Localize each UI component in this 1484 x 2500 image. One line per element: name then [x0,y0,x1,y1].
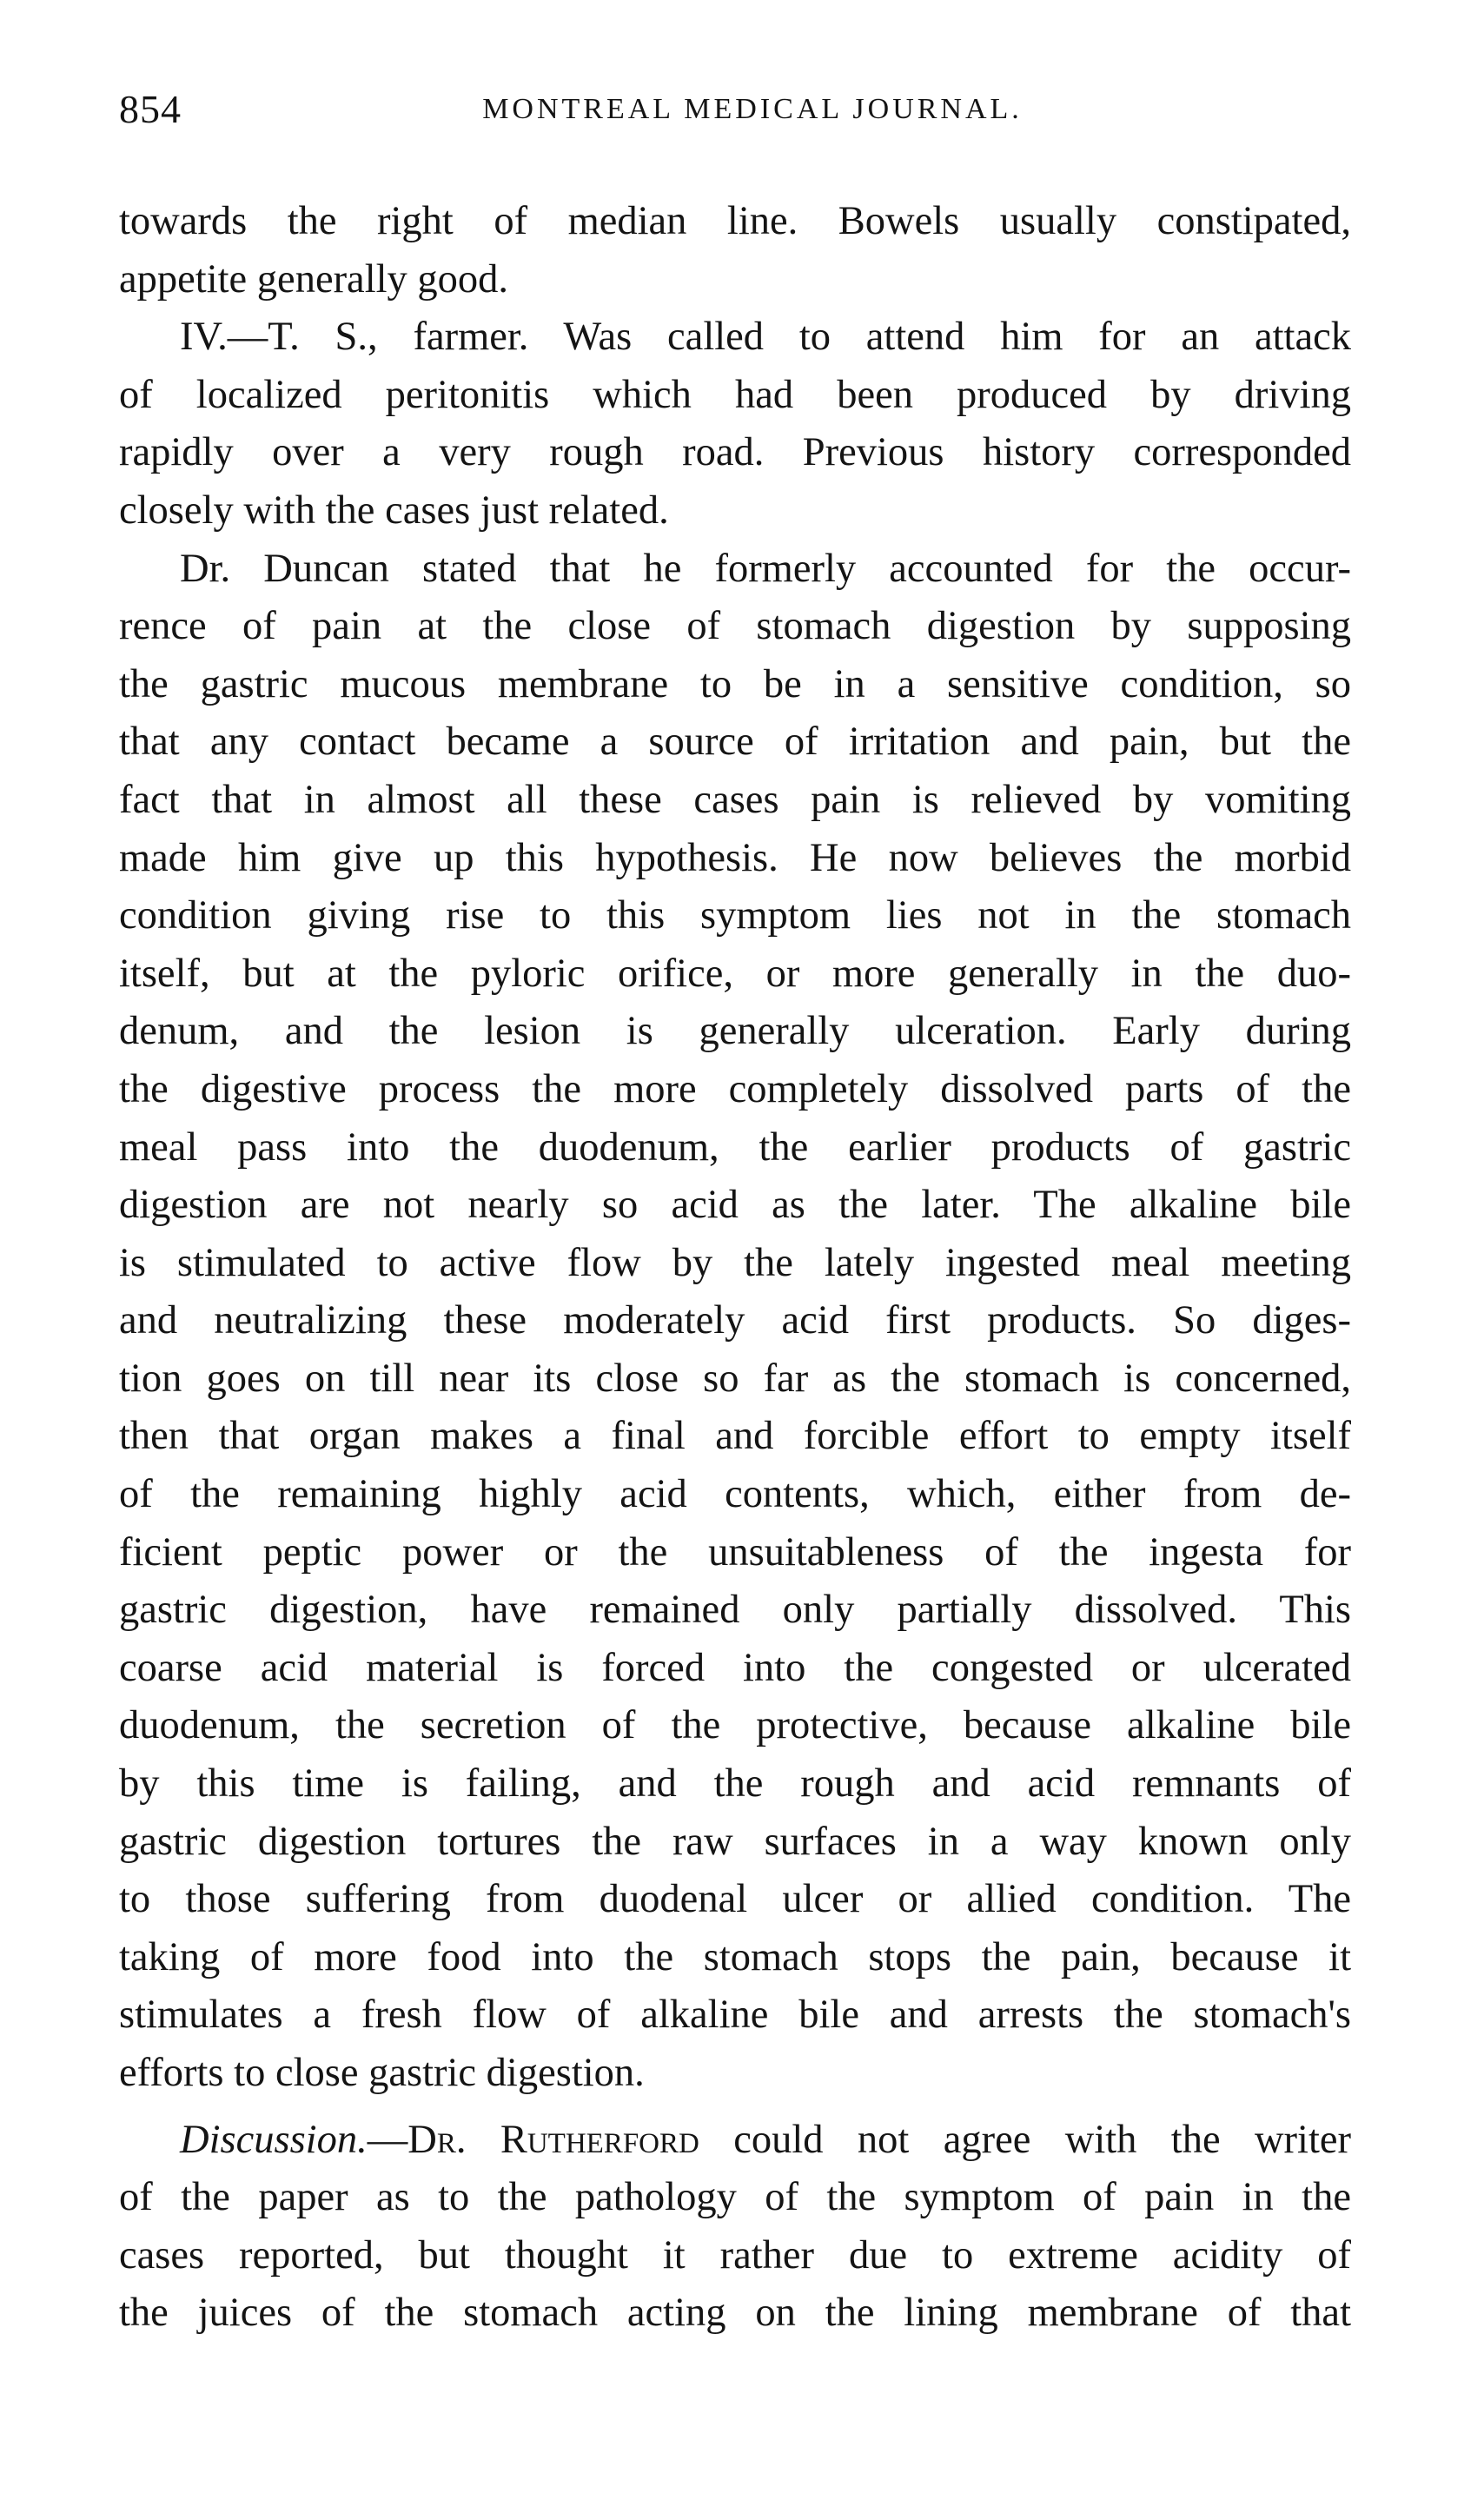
text-line: ficient peptic power or the unsuitableness of the ingesta for [119,1529,1351,1575]
text-line: and neutralizing these moderately acid first products. So diges- [119,1298,1351,1343]
discussion-heading: Discussion. [180,2117,368,2162]
text-line: efforts to close gastric digestion. [119,2051,645,2095]
text-line: gastric digestion, have remained only partially dissolved. This [119,1588,1351,1633]
paragraph-continuation [119,193,1351,308]
article-body [119,193,1351,2343]
text-line: taking of more food into the stomach stops the pain, because it [119,1934,1351,1979]
text-line: rapidly over a very rough road. Previous history corresponded [119,430,1351,475]
text-line: stimulates a fresh flow of alkaline bile and arrests the stomach's [119,1993,1351,2038]
paragraph-gap [119,2103,1351,2112]
text-line: that any contact became a source of irritation and pain, but the [119,719,1351,765]
text-line: of the remaining highly acid contents, which, either from de- [119,1472,1351,1517]
text-line: to those suffering from duodenal ulcer or allied condition. The [119,1877,1351,1922]
page-header [119,83,1351,136]
text-line: condition giving rise to this symptom lies not in the stomach [119,893,1351,938]
running-head: MONTREAL MEDICAL JOURNAL. [482,93,1023,125]
text-line: the gastric mucous membrane to be in a sensitive condition, so [119,661,1351,706]
text-line: is stimulated to active flow by the lately ingested meal meeting [119,1240,1351,1285]
text-line: then that organ makes a final and forcible effort to empty itself [119,1414,1351,1459]
line-remainder: could not agree with the writer [699,2117,1351,2162]
text-line: cases reported, but thought it rather due to extreme acidity of [119,2232,1351,2278]
text-line: digestion are not nearly so acid as the later. The alkaline bile [119,1183,1351,1228]
text-line: the digestive process the more completely dissolved parts of the [119,1066,1351,1111]
paragraph-discussion [119,2112,1351,2343]
text-line [119,2112,1351,2170]
text-line: fact that in almost all these cases pain is relieved by vomiting [119,777,1351,822]
text-line: duodenum, the secretion of the protective, because alkaline bile [119,1703,1351,1748]
text-line: appetite generally good. [119,256,509,302]
text-line: coarse acid material is forced into the congested or ulcerated [119,1645,1351,1690]
text-line: of localized peritonitis which had been produced by driving [119,372,1351,417]
text-line: of the paper as to the pathology of the symptom of pain in the [119,2175,1351,2220]
text-line: rence of pain at the close of stomach digestion by supposing [119,604,1351,649]
text-line: gastric digestion tortures the raw surfaces in a way known only [119,1819,1351,1864]
text-line: itself, but at the pyloric orifice, or more generally in the duo- [119,951,1351,996]
text-line: by this time is failing, and the rough and acid remnants of [119,1761,1351,1807]
paragraph-dr-duncan [119,540,1351,2103]
em-dash: — [367,2117,408,2162]
paragraph-case-iv [119,308,1351,540]
text-line: tion goes on till near its close so far as the stomach is concerned, [119,1356,1351,1401]
text-line: the juices of the stomach acting on the lining membrane of that [119,2291,1351,2336]
text-line: denum, and the lesion is generally ulceration. Early during [119,1009,1351,1054]
text-line: meal pass into the duodenum, the earlier products of gastric [119,1124,1351,1170]
text-line: made him give up this hypothesis. He now believes the morbid [119,835,1351,880]
text-line: towards the right of median line. Bowels usually constipated, [119,199,1351,243]
page-number: 854 [119,87,182,131]
text-line: closely with the cases just related. [119,487,669,533]
text-line: IV.—T. S., farmer. Was called to attend him for an attack [180,315,1351,360]
speaker-name: Dr. Rutherford [407,2117,699,2162]
text-line: Dr. Duncan stated that he formerly accounted for the occur- [180,546,1351,591]
